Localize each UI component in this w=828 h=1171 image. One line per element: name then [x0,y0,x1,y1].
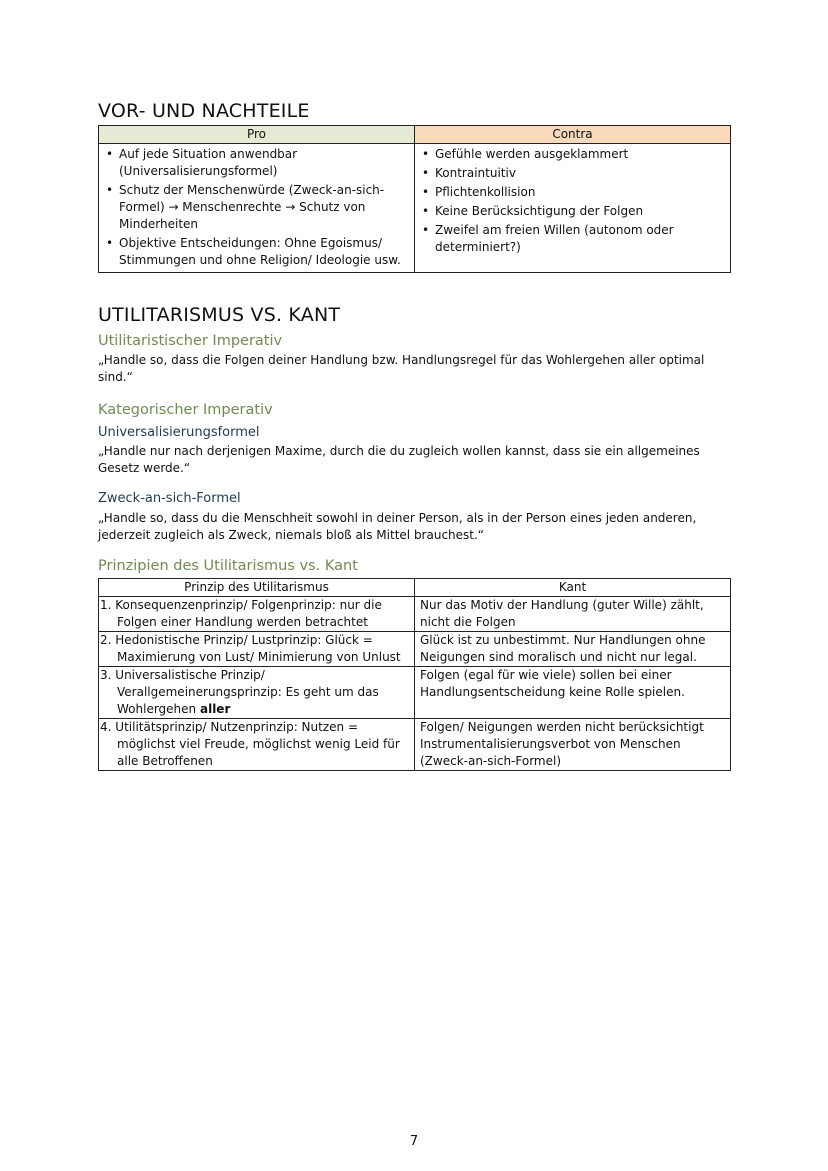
quote-utilitaristischer-imperativ: „Handle so, dass die Folgen deiner Handlung bzw. Handlungsregel für das Wohlergehen aller optimal sind.“ [98,353,705,384]
row-number: 1. [100,598,112,612]
list-item: • Zweifel am freien Willen (autonom oder determiniert?) [420,222,725,256]
prinzipien-header-row [99,579,731,597]
pro-header: Pro [99,126,415,144]
utilitarismus-cell [99,632,415,667]
list-item: • Keine Berücksichtigung der Folgen [420,203,725,220]
table-row [99,719,731,771]
pro-list [104,146,409,269]
row-number: 4. [100,720,112,734]
kant-cell: Glück ist zu unbestimmt. Nur Handlungen ohne Neigungen sind moralisch und nicht nur legal. [415,632,731,667]
utilitarismus-text: Universalistische Prinzip/ Verallgemeinerungsprinzip: Es geht um das Wohlergehen [115,668,379,716]
quote-universalisierungsformel: „Handle nur nach derjenigen Maxime, durch die du zugleich wollen kannst, dass sie ein allgemeines Gesetz werde.“ [98,444,700,475]
utilitarismus-cell [99,597,415,632]
pro-contra-header-row [99,126,731,144]
table-row [99,632,731,667]
kant-cell: Folgen/ Neigungen werden nicht berücksichtigt Instrumentalisierungsverbot von Menschen (Zweck-an-sich-Formel) [415,719,731,771]
pro-cell [99,144,415,273]
kant-cell: Nur das Motiv der Handlung (guter Wille) zählt, nicht die Folgen [415,597,731,632]
section-title-vor-nachteile: VOR- UND NACHTEILE [98,100,310,122]
section-title-utilitarismus-kant: UTILITARISMUS VS. KANT [98,304,341,326]
utilitarismus-header: Prinzip des Utilitarismus [99,579,415,597]
pro-contra-body-row [99,144,731,273]
utilitarismus-text: Utilitätsprinzip/ Nutzenprinzip: Nutzen = möglichst viel Freude, möglichst wenig Leid für alle Betroffenen [115,720,400,768]
contra-header: Contra [415,126,731,144]
list-item: • Pflichtenkollision [420,184,725,201]
heading-universalisierungsformel: Universalisierungsformel [98,425,260,440]
table-row [99,667,731,719]
contra-list [420,146,725,256]
heading-prinzipien: Prinzipien des Utilitarismus vs. Kant [98,558,358,574]
utilitarismus-cell [99,667,415,719]
list-item: • Gefühle werden ausgeklammert [420,146,725,163]
heading-utilitaristischer-imperativ: Utilitaristischer Imperativ [98,333,283,349]
pro-contra-table [98,125,731,273]
list-item: • Objektive Entscheidungen: Ohne Egoismus/ Stimmungen und ohne Religion/ Ideologie usw. [104,235,409,269]
bold-emphasis: aller [199,702,231,716]
utilitarismus-cell [99,719,415,771]
utilitarismus-text: Konsequenzenprinzip/ Folgenprinzip: nur die Folgen einer Handlung werden betrachtet [115,598,382,629]
row-number: 2. [100,633,112,647]
kant-header: Kant [415,579,731,597]
quote-zweck-an-sich-formel: „Handle so, dass du die Menschheit sowohl in deiner Person, als in der Person eines jeden anderen, jederzeit zugleich als Zweck, niemals bloß als Mittel brauchest.“ [98,511,697,542]
kant-cell: Folgen (egal für wie viele) sollen bei einer Handlungsentscheidung keine Rolle spielen. [415,667,731,719]
page-number: 7 [409,1134,419,1149]
table-row [99,597,731,632]
prinzipien-table [98,578,731,771]
contra-cell [415,144,731,273]
list-item: • Schutz der Menschenwürde (Zweck-an-sich-Formel) → Menschenrechte → Schutz von Minderheiten [104,182,409,233]
utilitarismus-text: Hedonistische Prinzip/ Lustprinzip: Glück = Maximierung von Lust/ Minimierung von Unlust [115,633,401,664]
list-item: • Kontraintuitiv [420,165,725,182]
row-number: 3. [100,668,112,682]
heading-zweck-an-sich-formel: Zweck-an-sich-Formel [98,491,241,506]
heading-kategorischer-imperativ: Kategorischer Imperativ [98,402,273,418]
list-item: • Auf jede Situation anwendbar (Universalisierungsformel) [104,146,409,180]
